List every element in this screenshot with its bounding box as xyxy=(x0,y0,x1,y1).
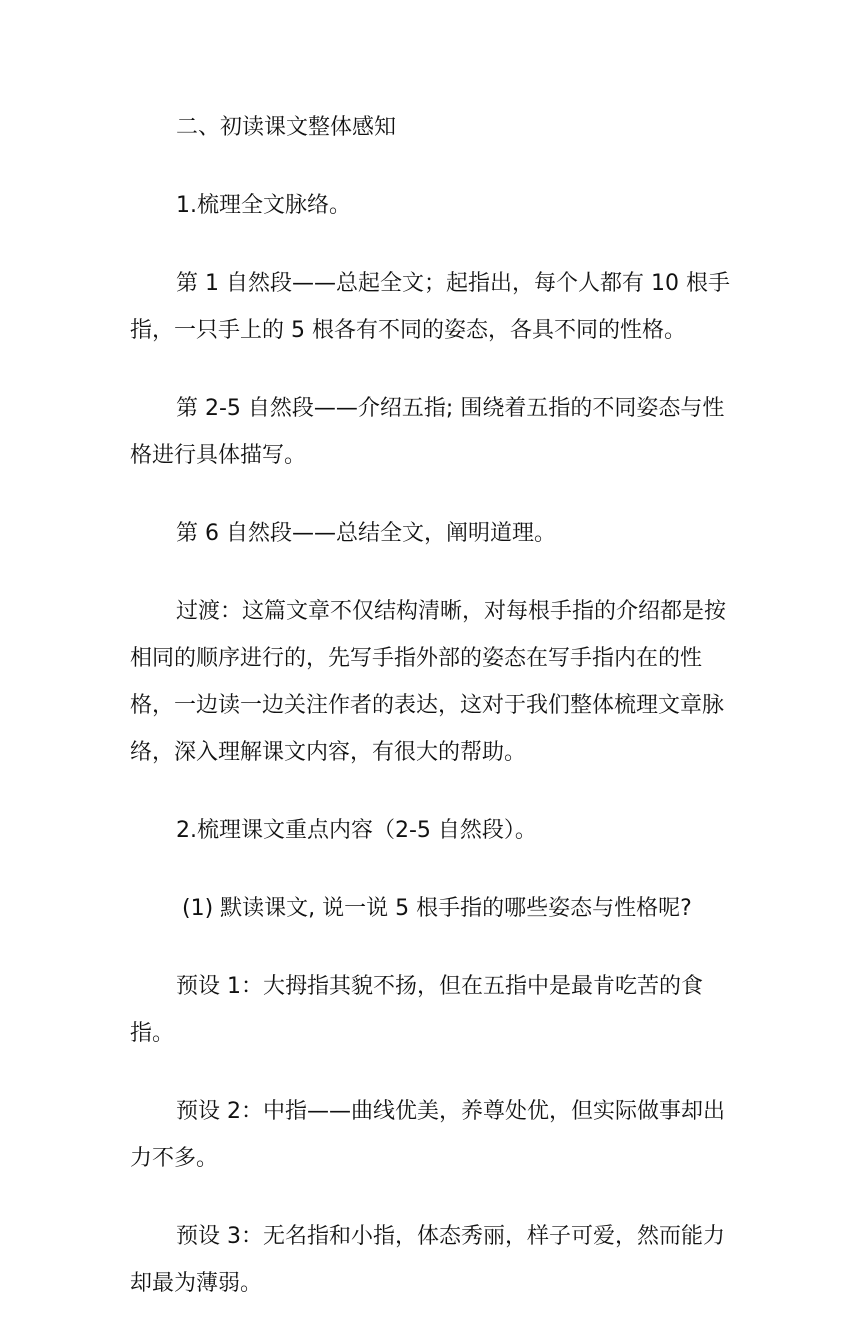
document-body xyxy=(130,104,734,1338)
subheading-key-content: 2.梳理课文重点内容（2-5 自然段）。 xyxy=(176,818,537,843)
paragraph-2-5-summary: 第 2-5 自然段——介绍五指; 围绕着五指的不同姿态与性格进行具体描写。 xyxy=(130,396,725,468)
paragraph-1-summary: 第 1 自然段——总起全文；起指出，每个人都有 10 根手指，一只手上的 5 根各有不同的姿态，各具不同的性格。 xyxy=(130,271,730,343)
paragraph-6-summary: 第 6 自然段——总结全文，阐明道理。 xyxy=(176,521,556,546)
question-1: (1) 默读课文, 说一说 5 根手指的哪些姿态与性格呢? xyxy=(182,896,692,921)
section-heading: 二、初读课文整体感知 xyxy=(176,115,397,140)
transition-paragraph: 过渡：这篇文章不仅结构清晰，对每根手指的介绍都是按相同的顺序进行的，先写手指外部的姿态在写手指内在的性格，一边读一边关注作者的表达，这对于我们整体梳理文章脉络，深入理解课文内容，有很大的帮助。 xyxy=(130,599,727,765)
subheading-outline: 1.梳理全文脉络。 xyxy=(176,193,351,218)
preset-answer-2: 预设 2：中指——曲线优美，养尊处优，但实际做事却出力不多。 xyxy=(130,1099,725,1171)
preset-answer-1: 预设 1：大拇指其貌不扬，但在五指中是最肯吃苦的食指。 xyxy=(130,974,703,1046)
preset-answer-3: 预设 3：无名指和小指，体态秀丽，样子可爱，然而能力却最为薄弱。 xyxy=(130,1224,725,1296)
